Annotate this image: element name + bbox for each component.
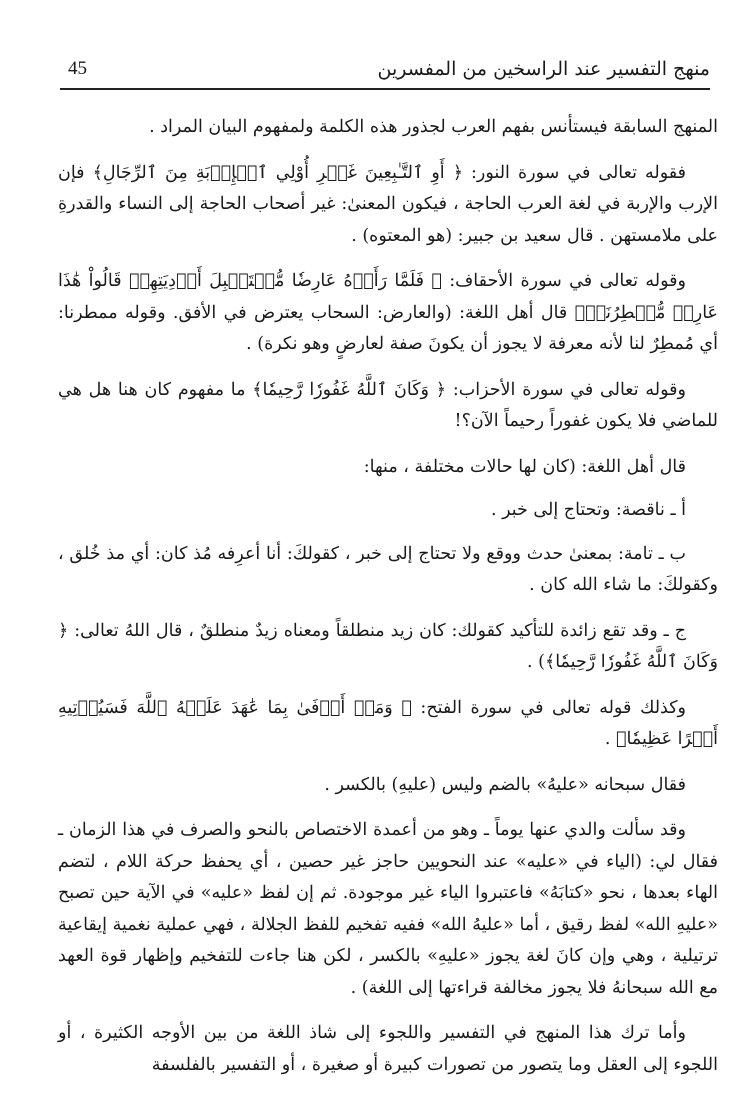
page-body (58, 112, 718, 1095)
paragraph: فقوله تعالى في سورة النور: ﴿ أَوِ ٱلتَّـٰبِعِينَ غَيۡرِ أُوْلِي ٱلۡإِرۡبَةِ مِنَ ٱلرِّجَالِ﴾ فإن الإرب والإربة في لغة العرب الحاجة ، فيكون المعنىٰ: غير أصحاب الحاجة إلى النساء والقدرةِ على ملامستهن . قال سعيد بن جبير: (هو المعتوه) . (58, 162, 718, 246)
paragraph: وقد سألت والدي عنها يوماً ـ وهو من أعمدة الاختصاص بالنحو والصرف في هذا الزمان ـ فقال لي: (الياء في «عليه» عند النحويين حاجز غير حصين ، أي يحفظ حركة اللام ، لتضم الهاء بعدها ، نحو «كتابَهُ» فاعتبروا الياء غير موجودة. ثم إن لفظ «عليه» في الآية حين تصبح «عليهِ الله» لفظ رقيق ، أما «عليهُ الله» ففيه تفخيم للفظ الجلالة ، فهي عملية نغمية إيقاعية ترتيلية ، وهي وإن كانَ لغة يجوز «عليهِ» بالكسر ، لكن هنا جاءت للتفخيم وإظهار قوة العهد مع الله سبحانهُ فلا يجوز مخالفة قراءتها إلى اللغة) . (58, 820, 718, 998)
paragraph: وقوله تعالى في سورة الأحقاف: ﴿ فَلَمَّا رَأَوۡهُ عَارِضٗا مُّسۡتَقۡبِلَ أَوۡدِيَتِهِمۡ قَالُواْ هَٰذَا عَارِضٞ مُّمۡطِرُنَاۚ﴾ قال أهل اللغة: (والعارض: السحاب يعترض في الأفق. وقوله ممطرنا: أي مُمطِرٌ لنا لأنه معرفة لا يجوز أن يكونَ صفة لعارضٍ وهو نكرة) . (58, 271, 718, 354)
paragraph: قال أهل اللغة: (كان لها حالات مختلفة ، منها: (363, 456, 686, 477)
list-item: ب ـ تامة: بمعنىٰ حدث ووقع ولا تحتاج إلى خبر ، كقولكَ: أنا أعرِفه مُذ كان: أي مذ خُلق ، وكقولكَ: ما شاء الله كان . (58, 543, 718, 595)
paragraph: فقال سبحانه «عليهُ» بالضم وليس (عليهِ) بالكسر . (324, 774, 686, 795)
paragraph: وأما ترك هذا المنهج في التفسير واللجوء إلى شاذ اللغة من بين الأوجه الكثيرة ، أو اللجوء إلى العقل وما يتصور من تصورات كبيرة أو صغيرة ، أو التفسير بالفلسفة (58, 1023, 718, 1075)
page-number: 45 (68, 58, 87, 79)
running-header (60, 58, 710, 90)
list-item: أ ـ ناقصة: وتحتاج إلى خبر . (490, 500, 686, 520)
paragraph: وكذلك قوله تعالى في سورة الفتح: ﴿ وَمَنۡ أَوۡفَىٰ بِمَا عَٰهَدَ عَلَيۡهُ ٱللَّهَ فَسَيُؤۡتِيهِ أَجۡرًا عَظِيمٗا﴾ . (58, 697, 718, 749)
paragraph: المنهج السابقة فيستأنس بفهم العرب لجذور هذه الكلمة ولمفهوم البيان المراد . (149, 117, 718, 137)
list-item: ج ـ وقد تقع زائدة للتأكيد كقولك: كان زيد منطلقاً ومعناه زيدٌ منطلقٌ ، قال اللهُ تعالى: ﴿ وَكَانَ ٱللَّهُ غَفُورٗا رَّحِيمٗا﴾) . (58, 620, 718, 672)
paragraph: وقوله تعالى في سورة الأحزاب: ﴿ وَكَانَ ٱللَّهُ غَفُورٗا رَّحِيمٗا﴾ ما مفهوم كان هنا هل هي للماضي فلا يكون غفوراً رحيماً الآن؟! (58, 379, 718, 431)
header-title: منهج التفسير عند الراسخين من المفسرين (377, 58, 710, 80)
